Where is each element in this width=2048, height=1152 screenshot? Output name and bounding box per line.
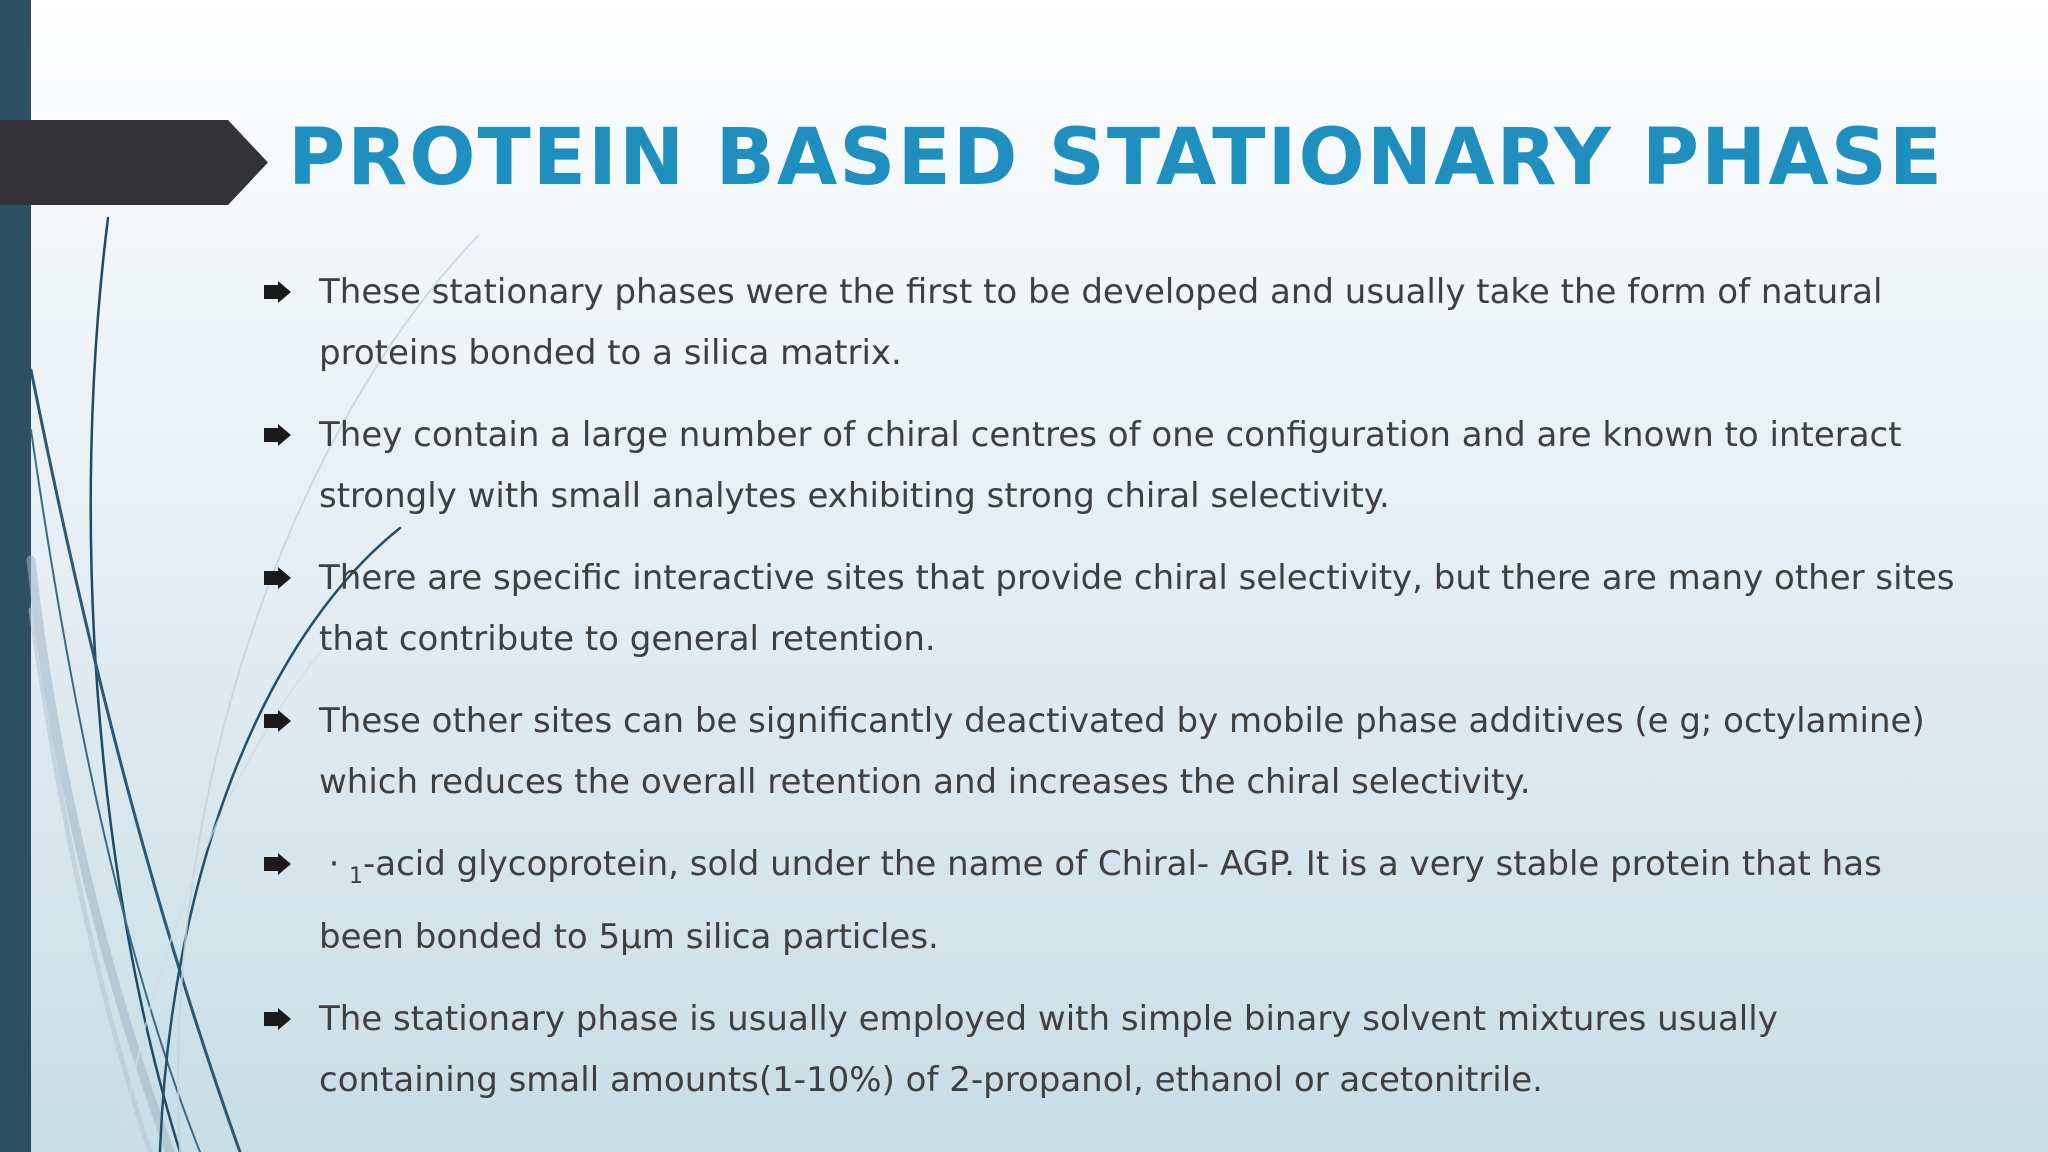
right-arrow-bullet-icon bbox=[262, 566, 292, 590]
bullet-text: These stationary phases were the first to be developed and usually take the form of natural proteins bonded to a silica matrix. bbox=[319, 272, 1883, 373]
bullet-item bbox=[260, 405, 1960, 527]
bullet-text: -acid glycoprotein, sold under the name of Chiral- AGP. It is a very stable protein that has been bonded to 5µm silica particles. bbox=[319, 844, 1882, 957]
right-arrow-bullet-icon bbox=[262, 423, 292, 447]
slide-title: PROTEIN BASED STATIONARY PHASE bbox=[288, 113, 1945, 203]
right-arrow-bullet-icon bbox=[262, 280, 292, 304]
title-tab-arrow bbox=[0, 120, 270, 205]
right-arrow-bullet-icon bbox=[262, 709, 292, 733]
bullet-text: There are specific interactive sites that provide chiral selectivity, but there are many other sites that contribute to general retention. bbox=[319, 558, 1955, 659]
bullet-text: They contain a large number of chiral centres of one configuration and are known to interact strongly with small analytes exhibiting strong chiral selectivity. bbox=[319, 415, 1902, 516]
bullet-text: The stationary phase is usually employed with simple binary solvent mixtures usually containing small amounts(1-10%) of 2-propanol, ethanol or acetonitrile. bbox=[319, 999, 1778, 1100]
right-arrow-bullet-icon bbox=[262, 852, 292, 876]
bullet-list bbox=[260, 262, 1960, 1132]
greek-symbol-placeholder: · bbox=[328, 844, 340, 884]
bullet-item bbox=[260, 989, 1960, 1111]
right-arrow-bullet-icon bbox=[262, 1007, 292, 1031]
bullet-item bbox=[260, 548, 1960, 670]
bullet-item bbox=[260, 262, 1960, 384]
bullet-text: These other sites can be significantly deactivated by mobile phase additives (e g; octylamine) which reduces the overall retention and increases the chiral selectivity. bbox=[319, 701, 1925, 802]
bullet-item bbox=[260, 691, 1960, 813]
subscript-one: 1 bbox=[349, 864, 363, 889]
bullet-item bbox=[260, 834, 1960, 968]
